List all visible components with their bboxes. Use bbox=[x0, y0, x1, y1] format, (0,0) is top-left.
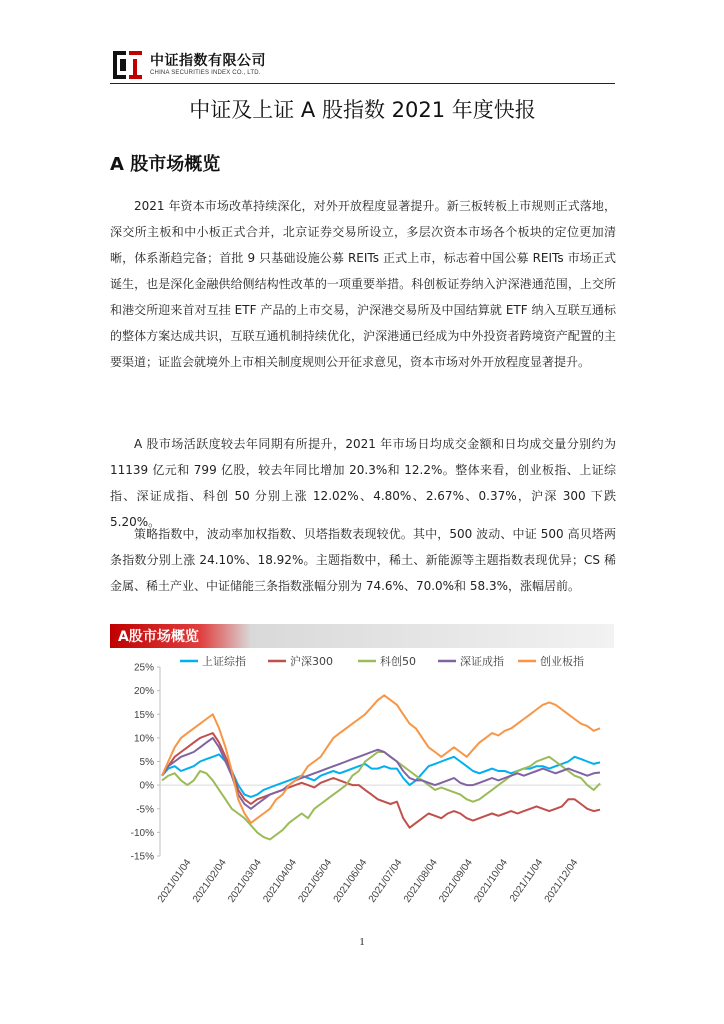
series-line-3 bbox=[162, 738, 600, 809]
y-tick-label: -15% bbox=[130, 851, 154, 863]
legend-label: 上证综指 bbox=[202, 655, 246, 668]
x-tick-label: 2021/02/04 bbox=[190, 857, 229, 905]
x-tick-label: 2021/01/04 bbox=[155, 857, 194, 905]
csi-logo-icon bbox=[112, 50, 144, 80]
legend-label: 深证成指 bbox=[460, 655, 504, 668]
header-divider bbox=[110, 83, 615, 84]
x-tick-label: 2021/12/04 bbox=[542, 857, 581, 905]
legend-label: 科创50 bbox=[380, 655, 416, 668]
company-name-cn: 中证指数有限公司 bbox=[150, 53, 266, 69]
y-tick-label: -10% bbox=[130, 827, 154, 839]
x-tick-label: 2021/11/04 bbox=[507, 857, 546, 905]
x-tick-label: 2021/08/04 bbox=[401, 857, 440, 905]
y-tick-label: -5% bbox=[136, 804, 154, 816]
x-tick-label: 2021/10/04 bbox=[472, 857, 511, 905]
x-tick-label: 2021/07/04 bbox=[366, 857, 405, 905]
x-tick-label: 2021/03/04 bbox=[226, 857, 264, 905]
page-number: 1 bbox=[359, 936, 365, 948]
company-name-en: CHINA SECURITIES INDEX CO., LTD. bbox=[150, 70, 261, 76]
y-tick-label: 5% bbox=[139, 757, 154, 768]
legend-label: 沪深300 bbox=[290, 655, 333, 668]
x-tick-label: 2021/04/04 bbox=[261, 857, 300, 905]
index-performance-chart bbox=[110, 650, 610, 920]
chart-banner-title: A股市场概览 bbox=[118, 629, 199, 645]
legend-label: 创业板指 bbox=[540, 655, 584, 668]
x-tick-label: 2021/05/04 bbox=[296, 857, 335, 905]
y-tick-label: 20% bbox=[133, 686, 154, 698]
section-heading: A 股市场概览 bbox=[110, 154, 221, 175]
chart-banner bbox=[110, 624, 614, 648]
document-title: 中证及上证 A 股指数 2021 年度快报 bbox=[189, 98, 536, 122]
paragraph-reform: 2021 年资本市场改革持续深化，对外开放程度显著提升。新三板转板上市规则正式落地，深交所主板和中小板正式合并，北京证券交易所设立，多层次资本市场各个板块的定位更加清晰，体系渐趋完备；首批 9 只基础设施公募 REITs 正式上市，标志着中国公募 REITs 市场正式诞生，也是深化金融供给侧结构性改革的一项重要举措。科创板证券纳入沪深港通范围，上交所和港交所迎来首对互挂 ETF 产品的上市交易，沪深港交易所及中国结算就 ETF 纳入互联互通标的整体方案达成共识，互联互通机制持续优化，沪深港通已经成为中外投资者跨境资产配置的主要渠道；证监会就境外上市相关制度规则公开征求意见，资本市场对外开放程度显著提升。 bbox=[110, 199, 616, 369]
paragraph-strategy-indices: 策略指数中，波动率加权指数、贝塔指数表现较优。其中，500 波动、中证 500 高贝塔两条指数分别上涨 24.10%、18.92%。主题指数中，稀土、新能源等主题指数表现优异；CS 稀金属、稀土产业、中证储能三条指数涨幅分别为 74.6%、70.0%和 58.3%，涨幅居前。 bbox=[110, 527, 616, 593]
y-tick-label: 10% bbox=[133, 733, 154, 745]
series-line-1 bbox=[162, 733, 600, 828]
y-tick-label: 25% bbox=[133, 662, 154, 674]
y-tick-label: 0% bbox=[139, 780, 154, 792]
y-tick-label: 15% bbox=[133, 709, 154, 721]
company-logo bbox=[112, 48, 282, 84]
paragraph-market-activity: A 股市场活跃度较去年同期有所提升，2021 年市场日均成交金额和日均成交量分别约为 11139 亿元和 799 亿股，较去年同比增加 20.3%和 12.2%。整体来看，创业板指、上证综指、深证成指、科创 50 分别上涨 12.02%、4.80%、2.67%、0.37%，沪深 300 下跌 5.20%。 bbox=[110, 437, 616, 529]
x-tick-label: 2021/06/04 bbox=[331, 857, 370, 905]
x-tick-label: 2021/09/04 bbox=[437, 857, 475, 905]
